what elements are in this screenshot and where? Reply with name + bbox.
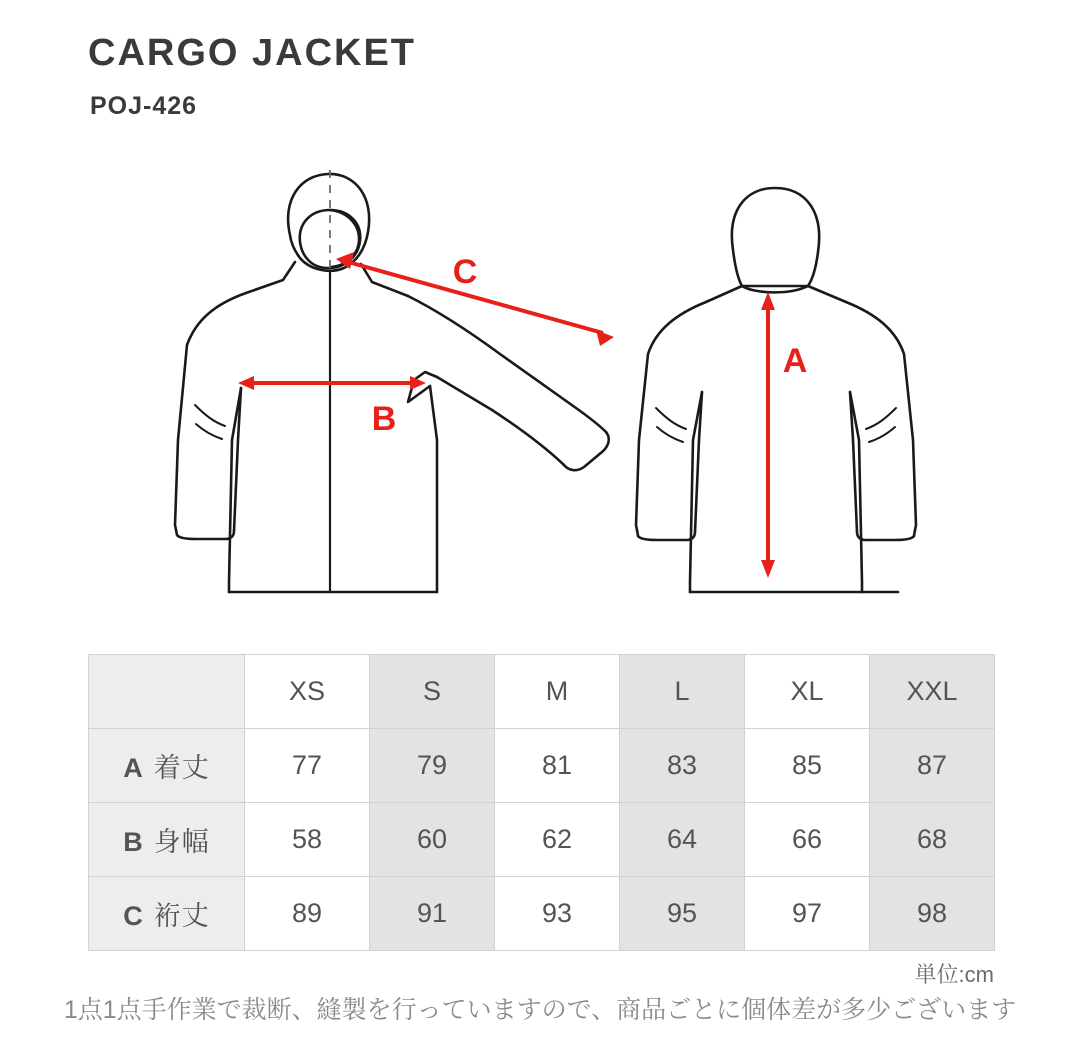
disclaimer-note: 1点1点手作業で裁断、縫製を行っていますので、商品ごとに個体差が多少ございます bbox=[63, 996, 1017, 1024]
table-header-xl: XL bbox=[745, 655, 870, 729]
measurement-diagram bbox=[0, 140, 1080, 630]
measure-label-b: B bbox=[371, 400, 397, 438]
row-letter-b: B bbox=[123, 827, 144, 857]
table-header-xs: XS bbox=[245, 655, 370, 729]
cell-b-m: 62 bbox=[495, 803, 620, 877]
cell-a-xs: 77 bbox=[245, 729, 370, 803]
measure-arrow-b bbox=[238, 376, 426, 390]
row-letter-a: A bbox=[123, 753, 144, 783]
row-name-a: 着丈 bbox=[153, 753, 210, 783]
cell-b-xs: 58 bbox=[245, 803, 370, 877]
size-table-container bbox=[88, 654, 994, 951]
measure-arrow-a bbox=[761, 292, 775, 578]
cell-a-l: 83 bbox=[620, 729, 745, 803]
table-header-row bbox=[89, 655, 995, 729]
row-name-b: 身幅 bbox=[153, 827, 210, 857]
row-name-c: 裄丈 bbox=[153, 901, 210, 931]
cell-a-s: 79 bbox=[370, 729, 495, 803]
jacket-back-illustration bbox=[636, 188, 916, 592]
table-row bbox=[89, 803, 995, 877]
table-corner-cell bbox=[89, 655, 245, 729]
cell-a-xxl: 87 bbox=[870, 729, 995, 803]
table-row bbox=[89, 877, 995, 951]
cell-a-m: 81 bbox=[495, 729, 620, 803]
table-header-m: M bbox=[495, 655, 620, 729]
cell-c-l: 95 bbox=[620, 877, 745, 951]
measure-label-c: C bbox=[452, 253, 478, 291]
cell-b-xl: 66 bbox=[745, 803, 870, 877]
row-letter-c: C bbox=[123, 901, 144, 931]
table-header-s: S bbox=[370, 655, 495, 729]
cell-c-xs: 89 bbox=[245, 877, 370, 951]
cell-b-s: 60 bbox=[370, 803, 495, 877]
cell-c-xl: 97 bbox=[745, 877, 870, 951]
size-table bbox=[88, 654, 995, 951]
cell-b-xxl: 68 bbox=[870, 803, 995, 877]
product-code: POJ-426 bbox=[90, 92, 198, 120]
page-title: CARGO JACKET bbox=[88, 32, 417, 74]
row-label-a bbox=[89, 729, 245, 803]
row-label-c bbox=[89, 877, 245, 951]
cell-b-l: 64 bbox=[620, 803, 745, 877]
cell-a-xl: 85 bbox=[745, 729, 870, 803]
table-row bbox=[89, 729, 995, 803]
table-header-l: L bbox=[620, 655, 745, 729]
cell-c-m: 93 bbox=[495, 877, 620, 951]
row-label-b bbox=[89, 803, 245, 877]
table-header-xxl: XXL bbox=[870, 655, 995, 729]
cell-c-s: 91 bbox=[370, 877, 495, 951]
measure-label-a: A bbox=[782, 342, 808, 380]
cell-c-xxl: 98 bbox=[870, 877, 995, 951]
unit-label: 単位:cm bbox=[914, 962, 994, 987]
